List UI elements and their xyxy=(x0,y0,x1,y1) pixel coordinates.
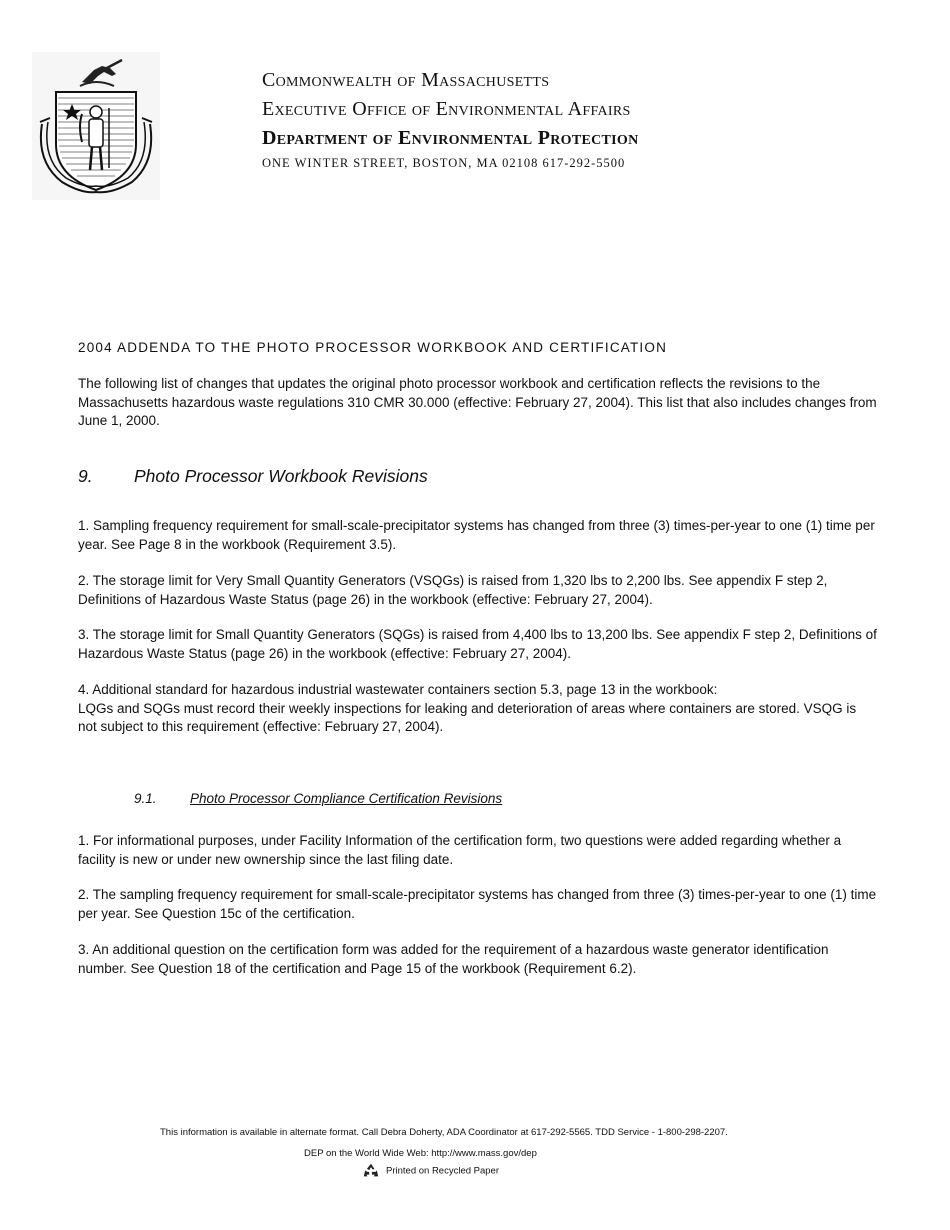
workbook-revision-item: 2. The storage limit for Very Small Quantity Generators (VSQGs) is raised from 1,320 lbs to 2,200 lbs. See appendix F step 2, Definitions of Hazardous Waste Status (page 26) in the workbook (effective: February 27, 2004). xyxy=(78,573,828,607)
recycled-note xyxy=(362,1162,499,1180)
workbook-revision-item: 3. The storage limit for Small Quantity Generators (SQGs) is raised from 4,400 lbs to 13,200 lbs. See appendix F step 2, Definitions of Hazardous Waste Status (page 26) in the workbook (effective: February 27, 2004). xyxy=(78,627,877,661)
alternate-format-note: This information is available in alternate format. Call Debra Doherty, ADA Coordinator at 617-292-5565. TDD Service - 1-800-298-2207. xyxy=(160,1127,728,1138)
section-number: 9. xyxy=(78,466,93,486)
certification-revision-item: 1. For informational purposes, under Facility Information of the certification form, two questions were added regarding whether a facility is new or under new ownership since the last filing date. xyxy=(78,833,842,867)
intro-paragraph: The following list of changes that updates the original photo processor workbook and certification reflects the revisions to the Massachusetts hazardous waste regulations 310 CMR 30.000 (effective: February 27, 2004). This list that also includes changes from June 1, 2000. xyxy=(78,376,877,428)
executive-office-line: Executive Office of Environmental Affairs xyxy=(262,98,631,120)
workbook-revision-item: 1. Sampling frequency requirement for small-scale-precipitator systems has changed from three (3) times-per-year to one (1) time per year. See Page 8 in the workbook (Requirement 3.5). xyxy=(78,518,875,552)
recycle-icon xyxy=(362,1162,380,1180)
certification-revision-item: 2. The sampling frequency requirement for small-scale-precipitator systems has changed from three (3) times-per-year to one (1) time per year. See Question 15c of the certification. xyxy=(78,887,877,921)
web-address: DEP on the World Wide Web: http://www.mass.gov/dep xyxy=(304,1148,537,1159)
certification-revision-item: 3. An additional question on the certification form was added for the requirement of a hazardous waste generator identification number. See Question 18 of the certification and Page 15 of the workbook (Requirement 6.2). xyxy=(78,942,829,976)
commonwealth-line: Commonwealth of Massachusetts xyxy=(262,69,550,91)
section-heading xyxy=(78,466,428,487)
subsection-heading xyxy=(134,791,502,806)
recycled-text: Printed on Recycled Paper xyxy=(386,1165,500,1177)
letterhead xyxy=(262,66,639,171)
subsection-number: 9.1. xyxy=(134,791,157,806)
address-line: ONE WINTER STREET, BOSTON, MA 02108 617-292-5500 xyxy=(262,156,626,170)
section-title: Photo Processor Workbook Revisions xyxy=(134,466,428,486)
document-title: 2004 ADDENDA TO THE PHOTO PROCESSOR WORKBOOK AND CERTIFICATION xyxy=(78,340,668,355)
massachusetts-seal-icon xyxy=(32,52,160,200)
item-4-detail: LQGs and SQGs must record their weekly inspections for leaking and deterioration of areas where containers are stored. VSQG is not subject to this requirement (effective: February 27, 2004). xyxy=(78,700,857,734)
department-line: Department of Environmental Protection xyxy=(262,127,639,149)
workbook-revision-item xyxy=(78,681,878,737)
subsection-title: Photo Processor Compliance Certification Revisions xyxy=(190,791,503,806)
item-4-heading: 4. Additional standard for hazardous industrial wastewater containers section 5.3, page 13 in the workbook: xyxy=(78,682,718,697)
